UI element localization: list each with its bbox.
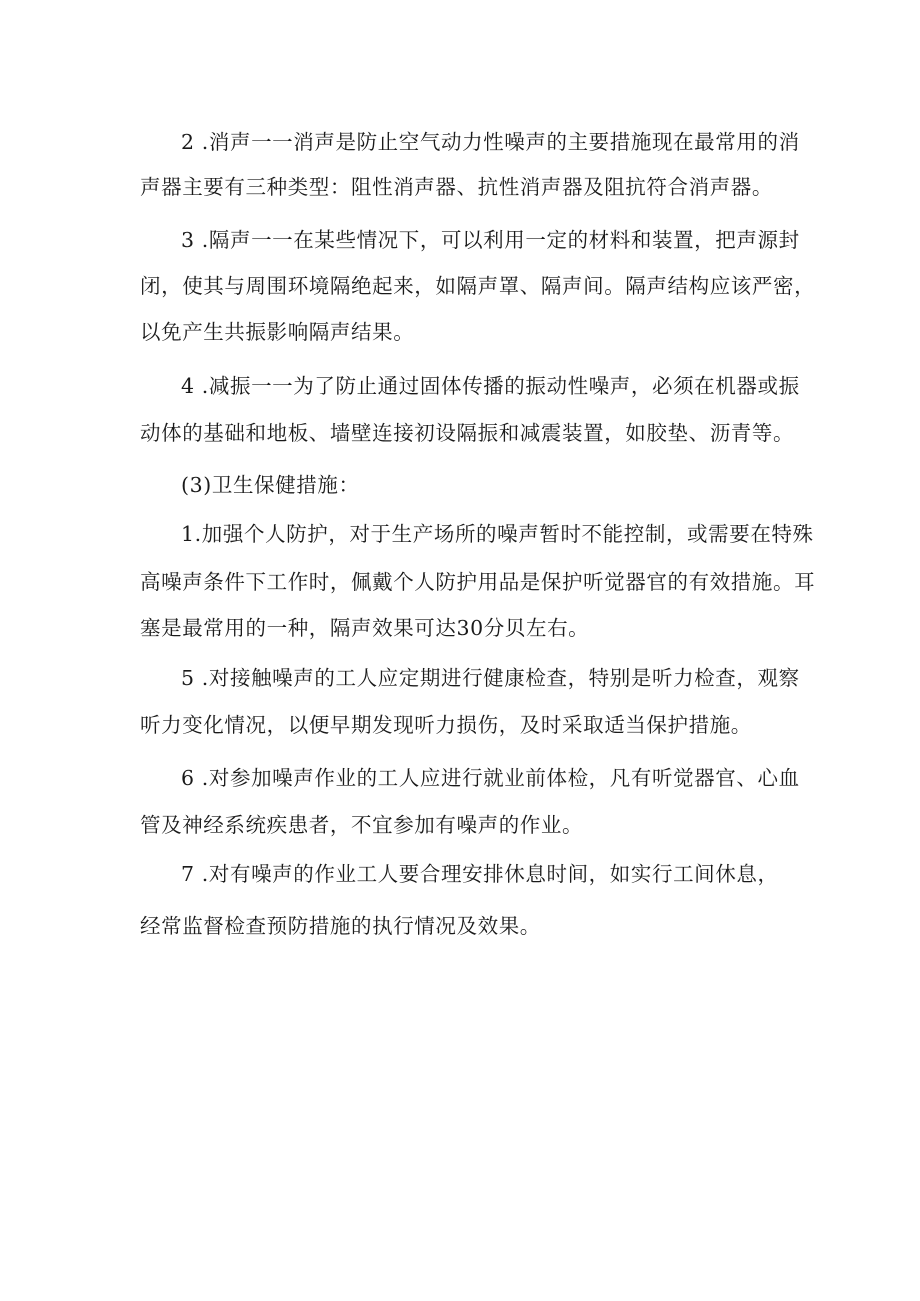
paragraph-1-line-3: 塞是最常用的一种，隔声效果可达30分贝左右。 <box>140 616 590 640</box>
paragraph-3-line-1: 3 .隔声一一在某些情况下，可以利用一定的材料和装置，把声源封 <box>181 228 800 252</box>
paragraph-7-line-1: 7 .对有噪声的作业工人要合理安排休息时间，如实行工间休息， <box>181 862 779 886</box>
paragraph-5-line-2: 听力变化情况，以便早期发现听力损伤，及时采取适当保护措施。 <box>140 713 752 737</box>
paragraph-6-line-1: 6 .对参加噪声作业的工人应进行就业前体检，凡有听觉器官、心血 <box>181 766 800 790</box>
paragraph-7-line-2: 经常监督检查预防措施的执行情况及效果。 <box>140 914 541 938</box>
paragraph-3-line-2: 闭，使其与周围环境隔绝起来，如隔声罩、隔声间。隔声结构应该严密， <box>140 274 816 298</box>
section-heading-health-measures: (3)卫生保健措施： <box>181 473 360 497</box>
paragraph-6-line-2: 管及神经系统疾患者，不宜参加有噪声的作业。 <box>140 813 584 837</box>
paragraph-2-line-2: 声器主要有三种类型：阻性消声器、抗性消声器及阻抗符合消声器。 <box>140 175 773 199</box>
paragraph-4-line-1: 4 .减振一一为了防止通过固体传播的振动性噪声，必须在机器或振 <box>181 374 800 398</box>
paragraph-1-line-1: 1.加强个人防护，对于生产场所的噪声暂时不能控制，或需要在特殊 <box>181 522 814 546</box>
paragraph-4-line-2: 动体的基础和地板、墙壁连接初设隔振和减震装置，如胶垫、沥青等。 <box>140 421 795 445</box>
paragraph-5-line-1: 5 .对接触噪声的工人应定期进行健康检查，特别是听力检查，观察 <box>181 666 800 690</box>
paragraph-3-line-3: 以免产生共振影响隔声结果。 <box>140 320 415 344</box>
paragraph-2-line-1: 2 .消声一一消声是防止空气动力性噪声的主要措施现在最常用的消 <box>181 130 800 154</box>
paragraph-1-line-2: 高噪声条件下工作时，佩戴个人防护用品是保护听觉器官的有效措施。耳 <box>140 570 816 594</box>
